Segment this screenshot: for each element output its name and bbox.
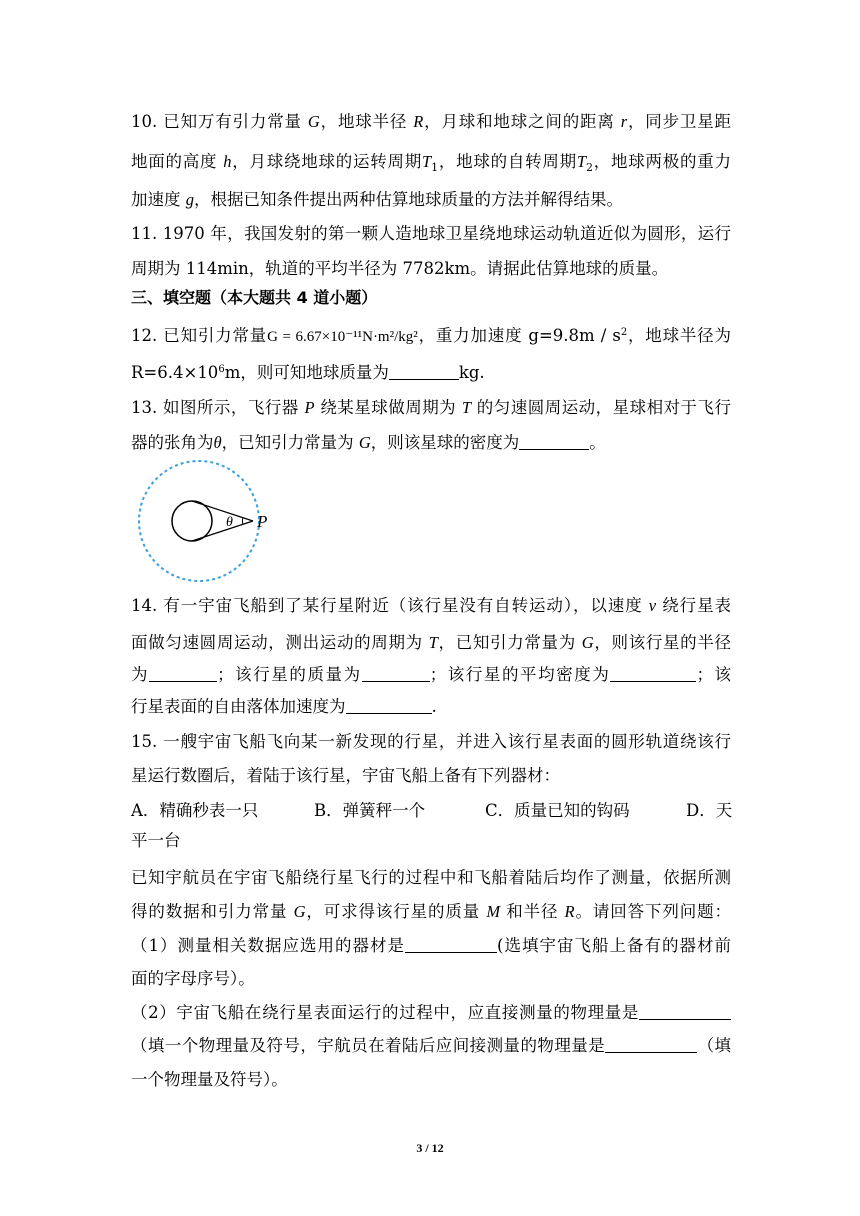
answer-blank xyxy=(605,1037,697,1053)
q15-options xyxy=(131,801,731,823)
q11-line1: 11. 1970 年，我国发射的第一颗人造地球卫星绕地球运动轨道近似为圆形，运行 xyxy=(131,224,731,243)
q12-line2: $R=6.4\times 10^6m$，则可知地球质量为 kg. xyxy=(131,363,485,382)
answer-blank xyxy=(389,364,459,380)
q10-line2: 地面的高度 h，月球绕地球的运转周期$T_1$，地球的自转周期$T_2$，地球两极的重力 xyxy=(131,152,732,174)
q15-part2-line3: 一个物理量及符号）。 xyxy=(131,1070,288,1089)
q15-part1-line1: （1）测量相关数据应选用的器材是 (选填宇宙飞船上备有的器材前 xyxy=(131,936,732,955)
q15-line2: 星运行数圈后，着陆于该行星，宇宙飞船上备有下列器材： xyxy=(131,766,560,785)
orbit-figure xyxy=(131,460,291,585)
q14-line3: 为 ；该行星的质量为 ；该行星的平均密度为 ；该 xyxy=(131,665,732,684)
q10-line1: 10. 已知万有引力常量 G，地球半径 R，月球和地球之间的距离 r，同步卫星距 xyxy=(131,112,732,131)
q10-line3: 加速度 g，根据已知条件提出两种估算地球质量的方法并解得结果。 xyxy=(131,190,623,209)
q15-line4: 平一台 xyxy=(131,831,181,850)
section-heading: 三、填空题（本大题共 4 道小题） xyxy=(131,288,378,307)
q13-line2: 器的张角为θ，已知引力常量为 G，则该星球的密度为 。 xyxy=(131,433,606,452)
q15-line5: 已知宇航员在宇宙飞船绕行星飞行的过程中和飞船着陆后均作了测量，依据所测 xyxy=(131,868,731,887)
page-number: 3 / 12 xyxy=(416,1141,444,1155)
q13-line1: 13. 如图所示，飞行器 P 绕某星球做周期为 T 的匀速圆周运动，星球相对于飞行 xyxy=(131,398,731,417)
point-p-label: P xyxy=(257,512,268,531)
option-a: A．精确秒表一只 xyxy=(131,801,259,820)
gravitational-constant-formula: G = 6.67×10⁻¹¹N·m²/kg² xyxy=(267,329,418,345)
q15-line1: 15. 一艘宇宙飞船飞向某一新发现的行星，并进入该行星表面的圆形轨道绕该行 xyxy=(131,732,731,751)
answer-blank xyxy=(610,666,696,682)
answer-blank xyxy=(149,666,217,682)
q15-line6: 得的数据和引力常量 G，可求得该行星的质量 M 和半径 R。请回答下列问题： xyxy=(131,902,731,921)
theta-label: θ xyxy=(226,515,233,530)
option-d: D．天 xyxy=(686,801,733,820)
q12-line1: 12. 已知引力常量G = 6.67×10⁻¹¹N·m²/kg²，重力加速度 $g=9.8m / s^2$，地球半径为 xyxy=(131,326,731,345)
answer-blank xyxy=(519,434,589,450)
q14-line2: 面做匀速圆周运动，测出运动的周期为 T，已知引力常量为 G，则该行星的半径 xyxy=(131,633,732,652)
q14-line1: 14. 有一宇宙飞船到了某行星附近（该行星没有自转运动），以速度 v 绕行星表 xyxy=(131,596,731,615)
answer-blank xyxy=(362,666,430,682)
q11-line2: 周期为 114min，轨道的平均半径为 7782km。请据此估算地球的质量。 xyxy=(131,259,669,278)
option-c: C．质量已知的钩码 xyxy=(485,801,630,820)
answer-blank xyxy=(346,698,432,714)
planet-circle xyxy=(172,501,212,541)
answer-blank xyxy=(405,937,497,953)
q15-part2-line2: （填一个物理量及符号，宇航员在着陆后应间接测量的物理量是 （填 xyxy=(131,1036,732,1055)
answer-blank xyxy=(639,1004,731,1020)
option-b: B．弹簧秤一个 xyxy=(314,801,426,820)
q14-line4: 行星表面的自由落体加速度为 . xyxy=(131,697,437,716)
angle-arc xyxy=(242,518,243,525)
q15-part2-line1: （2）宇宙飞船在绕行星表面运行的过程中，应直接测量的物理量是 xyxy=(131,1003,731,1023)
q15-part1-line2: 面的字母序号）。 xyxy=(131,969,255,988)
